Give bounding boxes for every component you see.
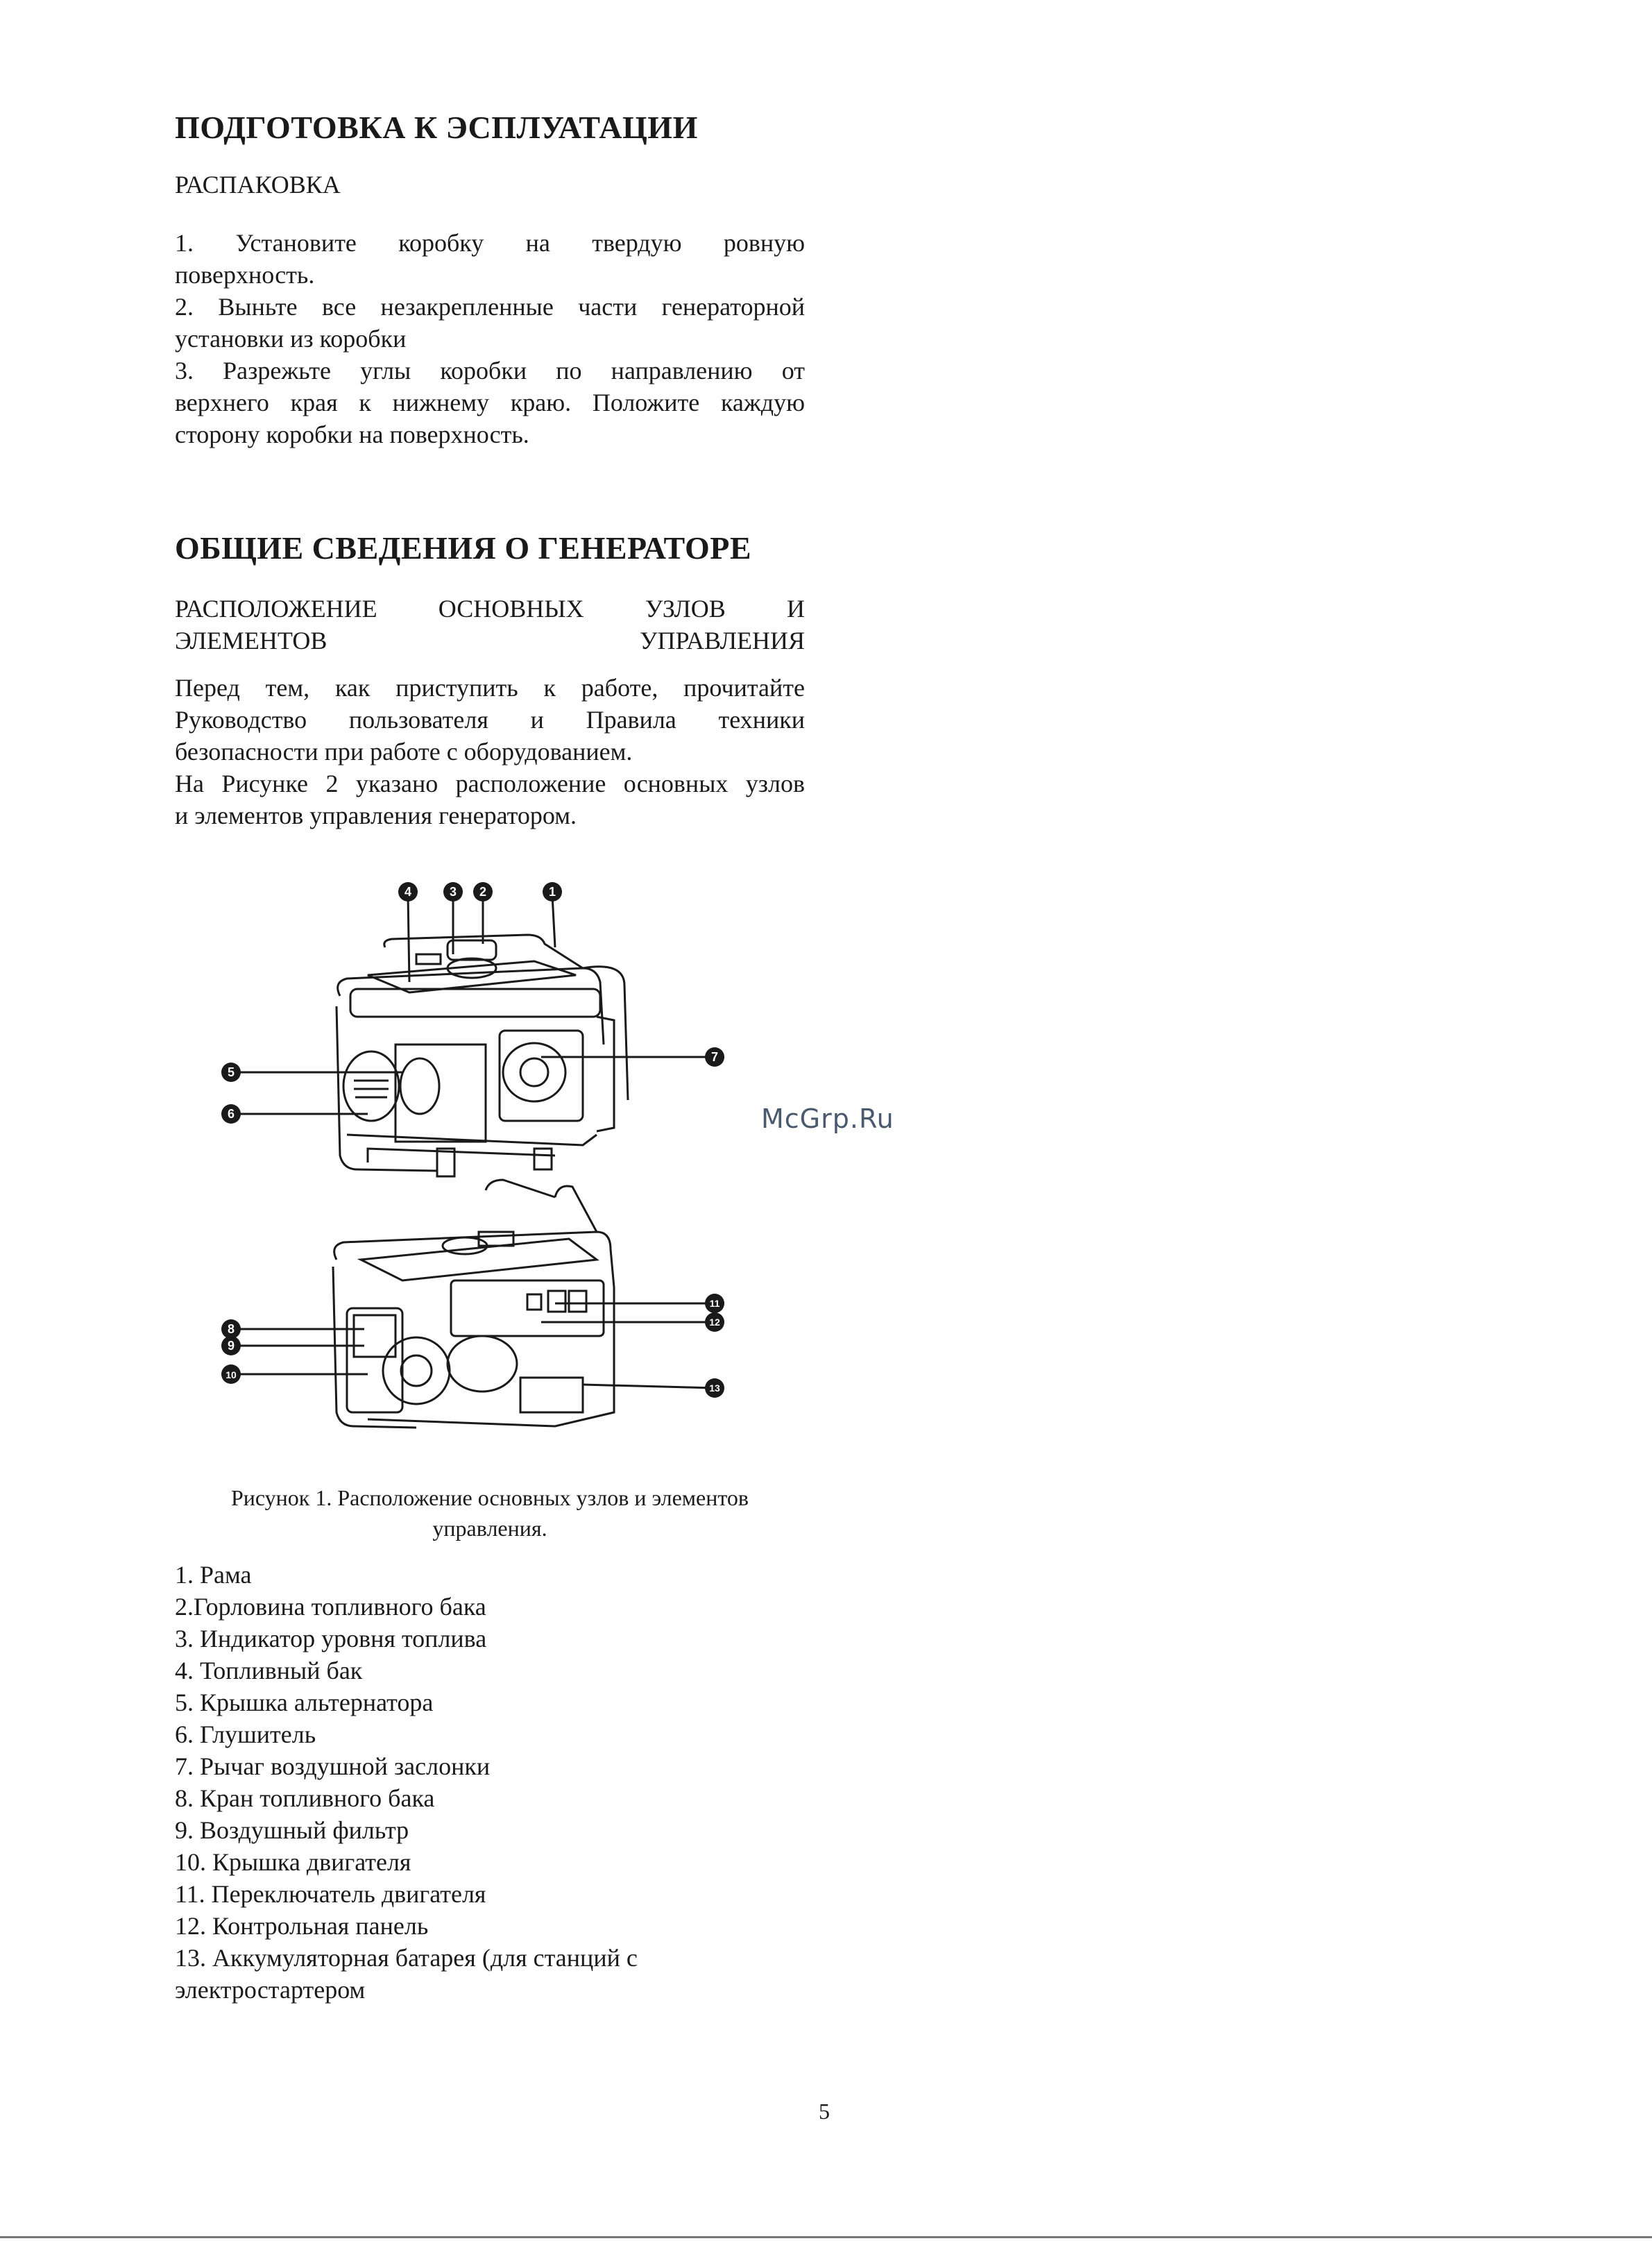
svg-text:12: 12 (709, 1317, 720, 1328)
svg-text:4: 4 (404, 885, 412, 899)
svg-text:3: 3 (449, 885, 457, 899)
marker-11 (705, 1294, 724, 1313)
list-item: 7. Рычаг воздушной заслонки (175, 1752, 491, 1780)
intro-paragraph: Перед тем, как приступить к работе, прочитайте Руководство пользователя и Правила техники безопасности при работе с оборудованием. На Рисунке 2 указано расположение основных узлов и элементов управления генератором. (175, 674, 805, 829)
list-item: 6. Глушитель (175, 1720, 316, 1748)
unpacking-steps (175, 227, 805, 450)
generator-diagram (208, 871, 749, 1447)
marker-8 (221, 1319, 241, 1339)
list-item: 12. Контрольная панель (175, 1912, 429, 1940)
marker-4 (398, 882, 418, 902)
generator-front-view (337, 935, 628, 1176)
list-item: 8. Кран топливного бака (175, 1784, 435, 1812)
svg-text:2: 2 (479, 885, 487, 899)
list-item: электростартером (175, 1976, 366, 2004)
parts-list (175, 1559, 805, 2006)
list-item: 11. Переключатель двигателя (175, 1880, 486, 1908)
subtitle-unpacking: РАСПАКОВКА (175, 171, 341, 198)
marker-12 (705, 1312, 724, 1332)
marker-2 (473, 882, 493, 902)
page-bottom-rule (0, 2236, 1652, 2238)
figure-caption: Рисунок 1. Расположение основных узлов и элементов управления. (230, 1485, 749, 1541)
svg-text:13: 13 (709, 1382, 720, 1394)
list-item: 1. Рама (175, 1561, 252, 1589)
marker-5 (221, 1063, 241, 1082)
marker-13 (705, 1378, 724, 1398)
marker-7 (705, 1047, 724, 1067)
page-number: 5 (819, 2099, 830, 2124)
step-1: 1. Установите коробку на твердую ровную поверхность. (175, 229, 805, 289)
svg-text:11: 11 (709, 1298, 720, 1309)
list-item: 2.Горловина топливного бака (175, 1593, 486, 1621)
svg-text:7: 7 (710, 1050, 719, 1064)
step-2: 2. Выньте все незакрепленные части генераторной установки из коробки (175, 293, 805, 353)
svg-text:10: 10 (225, 1369, 237, 1380)
svg-text:5: 5 (227, 1065, 235, 1079)
svg-text:9: 9 (227, 1339, 235, 1353)
list-item: 10. Крышка двигателя (175, 1848, 411, 1876)
marker-3 (443, 882, 463, 902)
subtitle-components-layout: РАСПОЛОЖЕНИЕ ОСНОВНЫХ УЗЛОВ И ЭЛЕМЕНТОВ УПРАВЛЕНИЯ (175, 595, 805, 654)
list-item: 13. Аккумуляторная батарея (для станций с (175, 1944, 638, 1972)
step-3: 3. Разрежьте углы коробки по направлению от верхнего края к нижнему краю. Положите каждую сторону коробки на поверхность. (175, 357, 805, 448)
watermark: McGrp.Ru (761, 1103, 894, 1134)
list-item: 4. Топливный бак (175, 1657, 363, 1684)
marker-10 (221, 1364, 241, 1384)
svg-text:8: 8 (227, 1322, 235, 1336)
list-item: 3. Индикатор уровня топлива (175, 1625, 487, 1652)
section-title-preparation: ПОДГОТОВКА К ЭСПЛУАТАЦИИ (175, 110, 698, 145)
svg-text:6: 6 (227, 1107, 235, 1121)
marker-9 (221, 1336, 241, 1355)
svg-text:1: 1 (548, 885, 556, 899)
list-item: 9. Воздушный фильтр (175, 1816, 409, 1844)
marker-1 (543, 882, 562, 902)
section-title-generator-info: ОБЩИЕ СВЕДЕНИЯ О ГЕНЕРАТОРЕ (175, 530, 752, 566)
list-item: 5. Крышка альтернатора (175, 1689, 434, 1716)
marker-6 (221, 1104, 241, 1124)
